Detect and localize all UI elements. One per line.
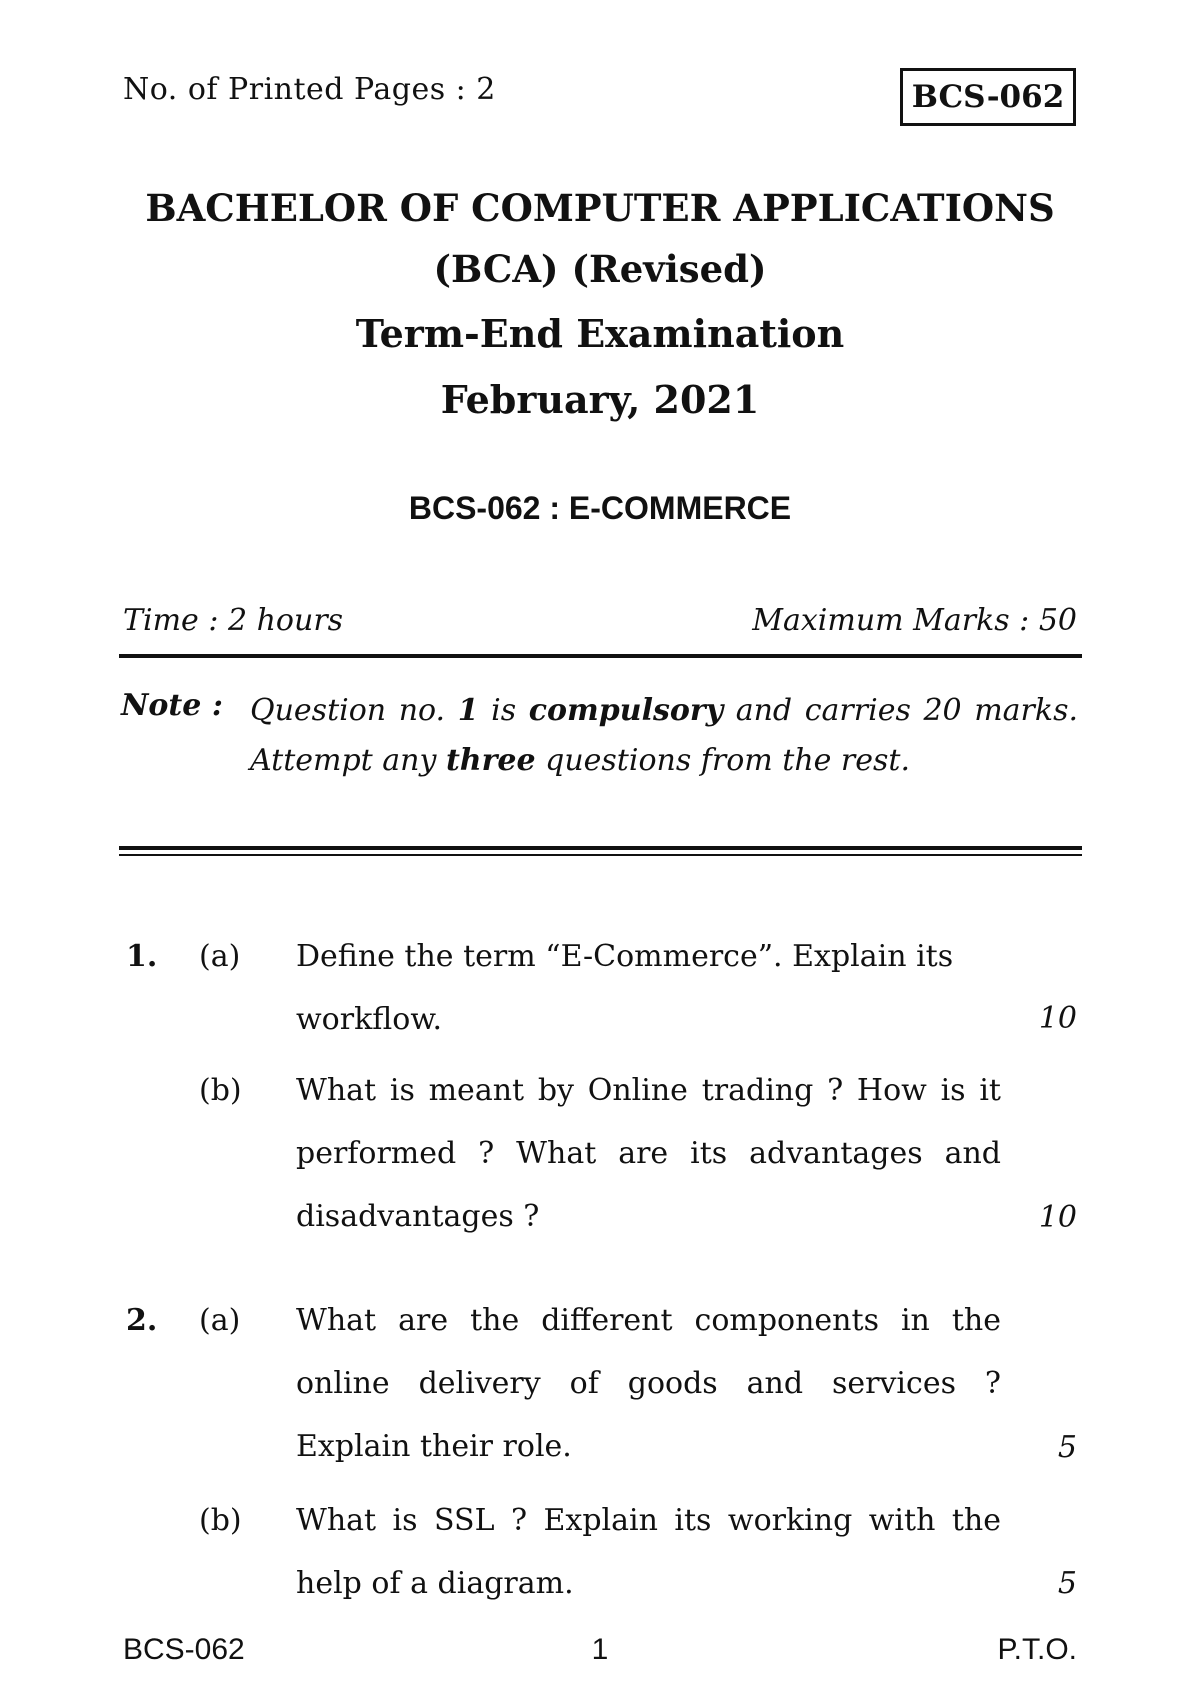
note-text-part: is [478,693,529,728]
question-marks: 10 [1038,1001,1077,1036]
note-compulsory: compulsory [528,693,724,728]
course-title: BCS-062 : E-COMMERCE [408,490,792,526]
programme-title: BACHELOR OF COMPUTER APPLICATIONS [145,186,1055,230]
note-label: Note : [121,688,223,723]
note-three: three [445,743,536,778]
question-marks: 5 [1057,1430,1077,1465]
time-allowed: Time : 2 hours [123,603,344,638]
maximum-marks: Maximum Marks : 50 [752,603,1077,638]
note-text-part: questions from the rest. [535,743,911,778]
note-text-part: Question no. [250,693,458,728]
question-part-label: (b) [199,1073,242,1108]
note-question-number: 1 [457,693,479,728]
question-number: 1. [126,939,158,974]
question-part-label: (b) [199,1503,242,1538]
exam-session: February, 2021 [440,377,760,422]
programme-subtitle: (BCA) (Revised) [433,247,767,291]
question-text: What is SSL ? Explain its working with the help of a diagram. [296,1503,1001,1601]
question-part-label: (a) [199,939,241,974]
note-text [250,686,1078,786]
question-marks: 5 [1057,1566,1077,1601]
paper-code-box: BCS-062 [900,68,1076,126]
printed-pages-count: No. of Printed Pages : 2 [123,72,496,107]
footer-pto: P.T.O. [997,1633,1077,1666]
question-marks: 10 [1038,1200,1077,1235]
divider-double-lower [119,854,1082,856]
divider-top [119,654,1082,658]
exam-title: Term-End Examination [355,311,845,356]
question-text: What are the different components in the online delivery of goods and services ? Explain their role. [296,1303,1001,1464]
footer-paper-code: BCS-062 [123,1633,245,1666]
question-text: Define the term “E-Commerce”. Explain its workflow. [296,939,954,1037]
question-text: What is meant by Online trading ? How is it performed ? What are its advantages and disadvantages ? [296,1073,1001,1234]
question-part-label: (a) [199,1303,241,1338]
divider-double-upper [119,846,1082,850]
question-number: 2. [126,1303,158,1338]
footer-page-number: 1 [591,1633,609,1666]
note-text-part: and carries 20 marks. Attempt any [250,693,1079,778]
